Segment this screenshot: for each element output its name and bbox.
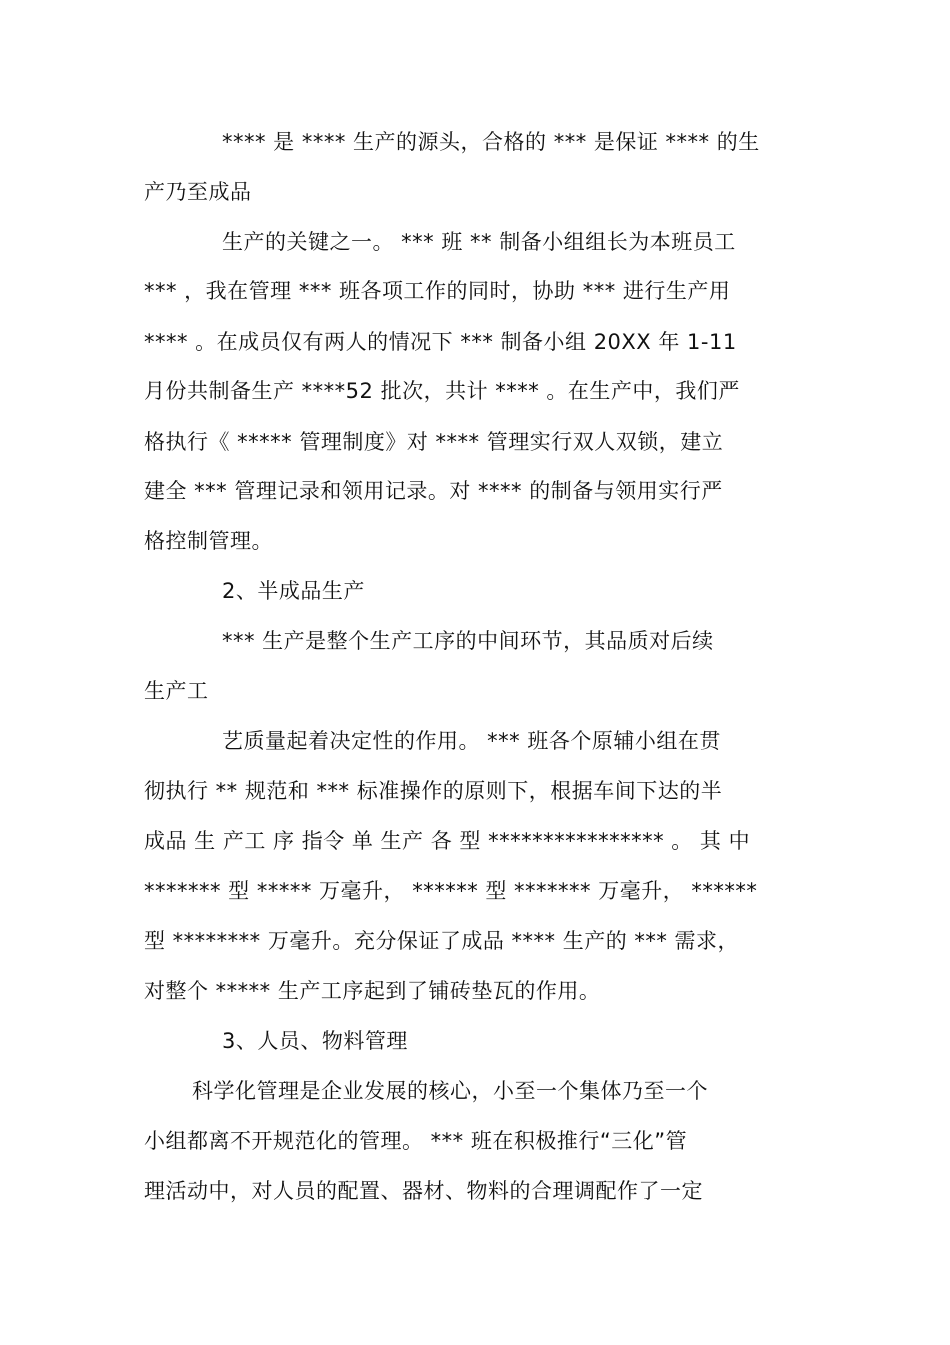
section-heading: 3、人员、物料管理 [222,1029,408,1053]
text-line: **** 是 **** 生产的源头，合格的 *** 是保证 **** 的生 [222,130,760,154]
text-line: 小组都离不开规范化的管理。 *** 班在积极推行“三化”管 [144,1129,688,1153]
text-line: 建全 *** 管理记录和领用记录。对 **** 的制备与领用实行严 [144,479,723,503]
text-line: 型 ******** 万毫升。充分保证了成品 **** 生产的 *** 需求， [144,929,740,953]
text-line: 成品 生 产工 序 指令 单 生产 各 型 **************** 。 其 中 [144,829,751,853]
text-line: 理活动中，对人员的配置、器材、物料的合理调配作了一定 [144,1179,703,1203]
text-line: 彻执行 ** 规范和 *** 标准操作的原则下，根据车间下达的半 [144,779,723,803]
text-line: 格执行《 ***** 管理制度》对 **** 管理实行双人双锁，建立 [144,430,724,454]
text-line: ******* 型 ***** 万毫升， ****** 型 ******* 万毫升， ****** [144,879,758,903]
text-line: *** 生产是整个生产工序的中间环节，其品质对后续 [222,629,714,653]
text-line: 科学化管理是企业发展的核心，小至一个集体乃至一个 [192,1079,708,1103]
text-line: *** ，我在管理 *** 班各项工作的同时，协助 *** 进行生产用 [144,279,731,303]
text-line: 生产的关键之一。 *** 班 ** 制备小组组长为本班员工 [222,230,736,254]
text-line: **** 。在成员仅有两人的情况下 *** 制备小组 20XX 年 1-11 [144,330,737,354]
section-heading: 2、半成品生产 [222,579,365,603]
text-line: 产乃至成品 [144,180,252,204]
text-line: 艺质量起着决定性的作用。 *** 班各个原辅小组在贯 [222,729,721,753]
text-line: 格控制管理。 [144,529,273,553]
text-line: 月份共制备生产 ****52 批次，共计 **** 。在生产中，我们严 [144,379,740,403]
text-line: 生产工 [144,679,209,703]
text-line: 对整个 ***** 生产工序起到了铺砖垫瓦的作用。 [144,979,601,1003]
